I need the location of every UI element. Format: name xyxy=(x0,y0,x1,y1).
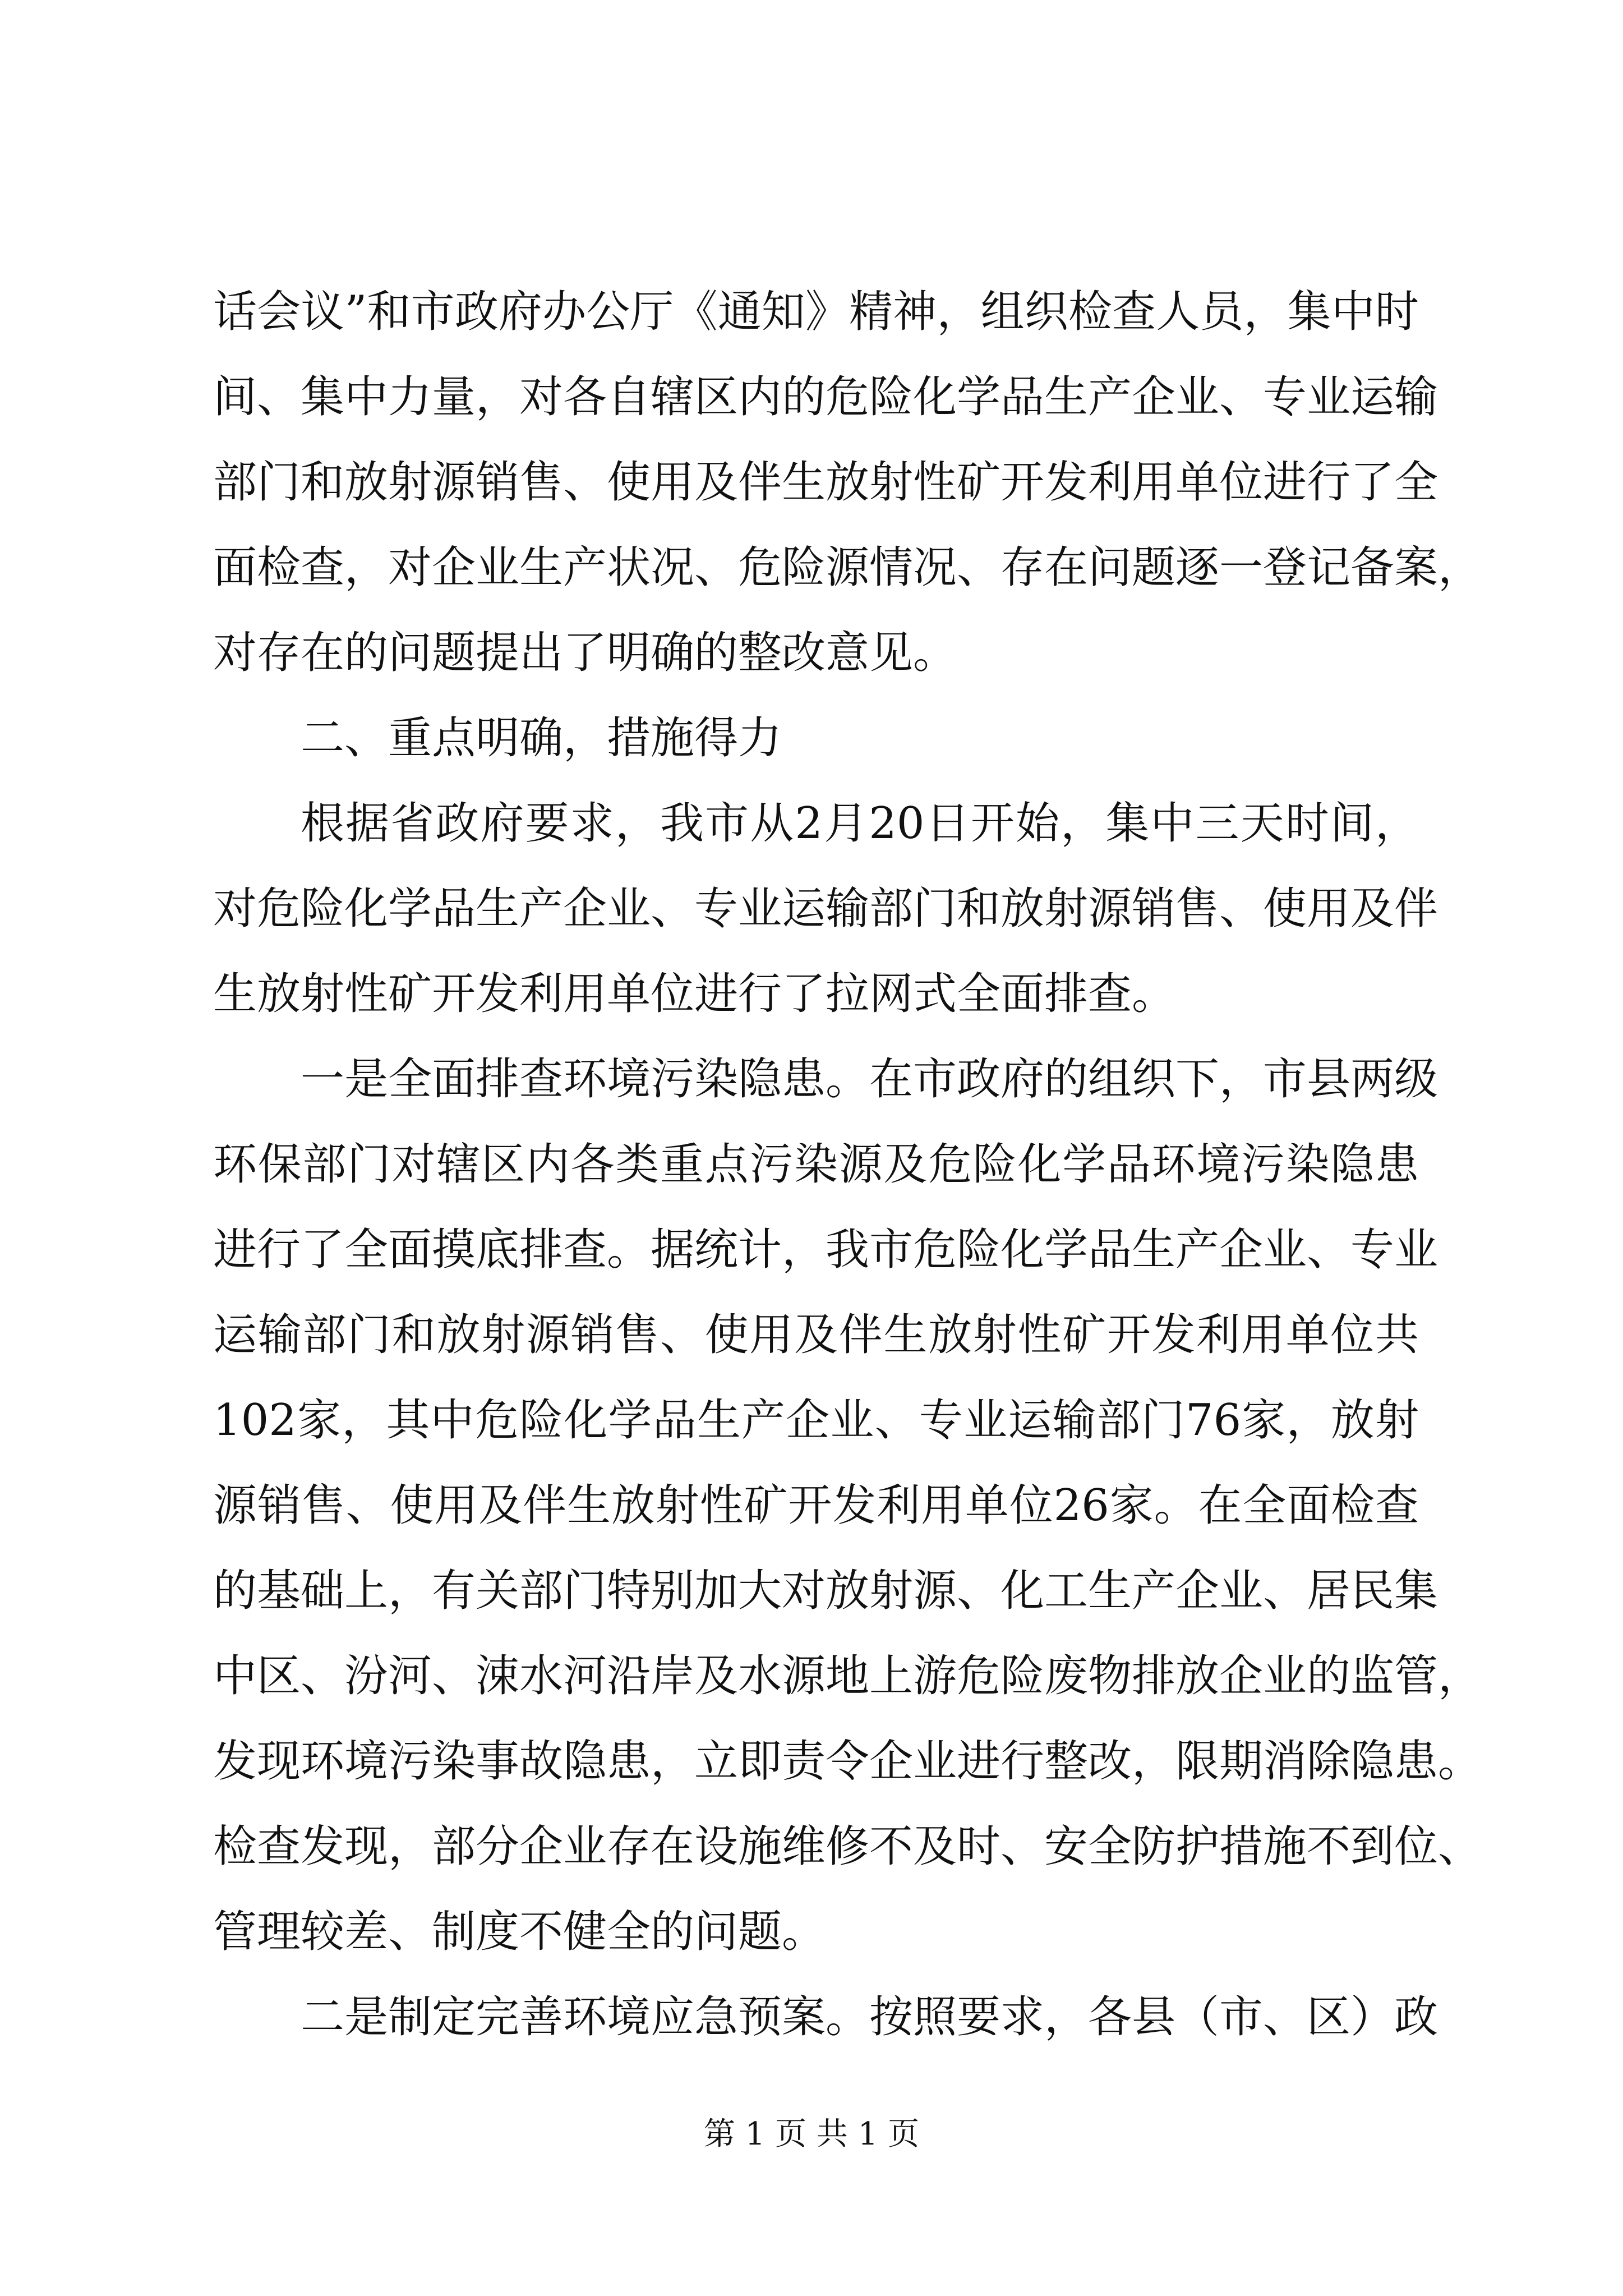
paragraph-line: 的基础上，有关部门特别加大对放射源、化工生产企业、居民集 xyxy=(213,1566,1438,1616)
paragraph-line: 一是全面排查环境污染隐患。在市政府的组织下，市县两级 xyxy=(301,1054,1438,1105)
paragraph-line: 根据省政府要求，我市从2月20日开始，集中三天时间， xyxy=(301,798,1419,849)
paragraph-line: 面检查，对企业生产状况、危险源情况、存在问题逐一登记备案， xyxy=(213,542,1482,593)
paragraph-line: 运输部门和放射源销售、使用及伴生放射性矿开发利用单位共 xyxy=(213,1310,1419,1360)
paragraph-line: 管理较差、制度不健全的问题。 xyxy=(213,1907,826,1957)
paragraph-line: 话会议”和市政府办公厅《通知》精神，组织检查人员，集中时 xyxy=(213,287,1419,337)
paragraph-line: 102家，其中危险化学品生产企业、专业运输部门76家，放射 xyxy=(213,1395,1419,1446)
paragraph-line: 二是制定完善环境应急预案。按照要求，各县（市、区）政 xyxy=(301,1992,1438,2042)
paragraph-line: 部门和放射源销售、使用及伴生放射性矿开发利用单位进行了全 xyxy=(213,457,1438,508)
paragraph-line: 对危险化学品生产企业、专业运输部门和放射源销售、使用及伴 xyxy=(213,884,1438,934)
page-number-footer: 第 1 页 共 1 页 xyxy=(703,2116,920,2152)
paragraph-line: 环保部门对辖区内各类重点污染源及危险化学品环境污染隐患 xyxy=(213,1139,1419,1190)
paragraph-line: 检查发现，部分企业存在设施维修不及时、安全防护措施不到位、 xyxy=(213,1821,1482,1872)
paragraph-line: 生放射性矿开发利用单位进行了拉网式全面排查。 xyxy=(213,969,1176,1019)
document-body xyxy=(213,269,1482,2060)
paragraph-line: 发现环境污染事故隐患，立即责令企业进行整改，限期消除隐患。 xyxy=(213,1736,1482,1787)
paragraph-line: 源销售、使用及伴生放射性矿开发利用单位26家。在全面检查 xyxy=(213,1480,1419,1531)
paragraph-line: 对存在的问题提出了明确的整改意见。 xyxy=(213,628,957,678)
paragraph-line: 进行了全面摸底排查。据统计，我市危险化学品生产企业、专业 xyxy=(213,1225,1438,1275)
section-heading: 二、重点明确，措施得力 xyxy=(301,713,782,763)
paragraph-line: 中区、汾河、涑水河沿岸及水源地上游危险废物排放企业的监管， xyxy=(213,1651,1482,1701)
paragraph-line: 间、集中力量，对各自辖区内的危险化学品生产企业、专业运输 xyxy=(213,372,1438,422)
